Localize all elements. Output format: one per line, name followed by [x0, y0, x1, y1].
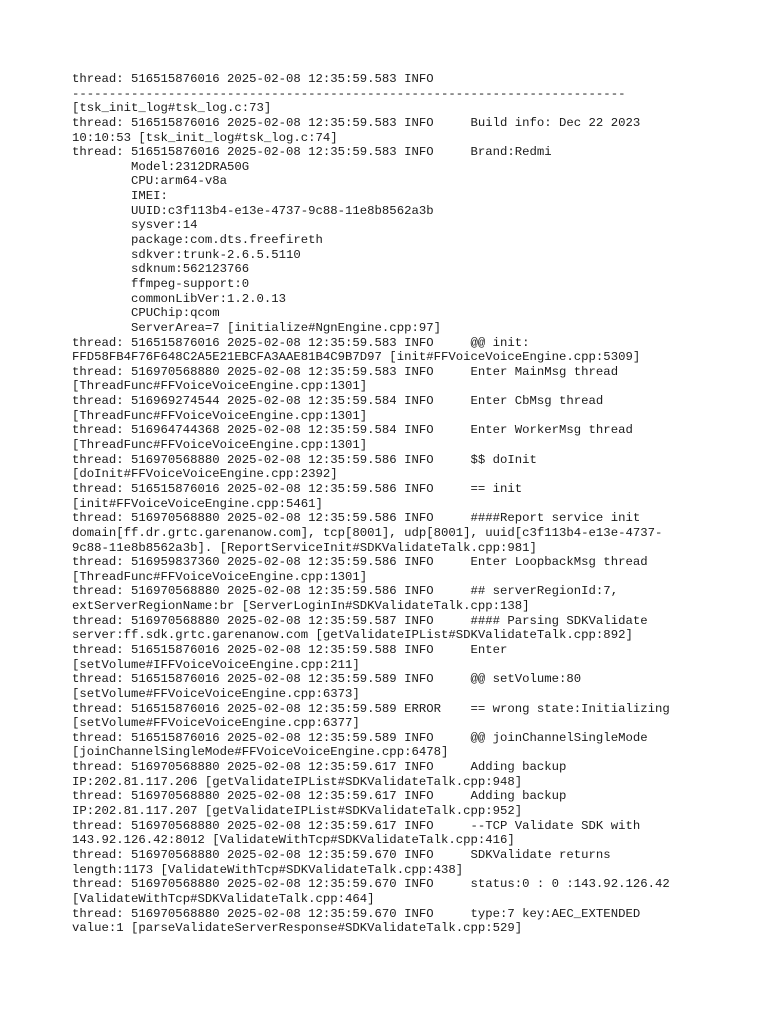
log-line: thread: 516970568880 2025-02-08 12:35:59.586 INFO $$ doInit	[72, 452, 537, 467]
log-line: sysver:14	[72, 218, 198, 233]
log-line: thread: 516970568880 2025-02-08 12:35:59.617 INFO Adding backup	[72, 760, 567, 775]
log-line: thread: 516515876016 2025-02-08 12:35:59.583 INFO Brand:Redmi	[72, 145, 552, 160]
log-line: thread: 516970568880 2025-02-08 12:35:59.617 INFO Adding backup	[72, 789, 567, 804]
log-document	[72, 72, 712, 936]
log-line: [setVolume#FFVoiceVoiceEngine.cpp:6377]	[72, 716, 360, 731]
log-line: thread: 516970568880 2025-02-08 12:35:59.670 INFO type:7 key:AEC_EXTENDED	[72, 906, 641, 921]
log-line: ServerArea=7 [initialize#NgnEngine.cpp:97]	[72, 320, 441, 335]
log-line: thread: 516964744368 2025-02-08 12:35:59.584 INFO Enter WorkerMsg thread	[72, 423, 633, 438]
log-line: sdkver:trunk-2.6.5.5110	[72, 247, 301, 262]
log-line: length:1173 [ValidateWithTcp#SDKValidateTalk.cpp:438]	[72, 862, 464, 877]
log-line: [doInit#FFVoiceVoiceEngine.cpp:2392]	[72, 467, 338, 482]
log-line: [joinChannelSingleMode#FFVoiceVoiceEngine.cpp:6478]	[72, 745, 449, 760]
log-line: CPUChip:qcom	[72, 306, 220, 321]
log-line: IP:202.81.117.206 [getValidateIPList#SDKValidateTalk.cpp:948]	[72, 774, 523, 789]
log-line: thread: 516970568880 2025-02-08 12:35:59.670 INFO SDKValidate returns	[72, 847, 611, 862]
log-line: [ThreadFunc#FFVoiceVoiceEngine.cpp:1301]	[72, 569, 368, 584]
log-line: extServerRegionName:br [ServerLoginIn#SDKValidateTalk.cpp:138]	[72, 599, 530, 614]
log-line: [ValidateWithTcp#SDKValidateTalk.cpp:464]	[72, 891, 375, 906]
log-line: value:1 [parseValidateServerResponse#SDKValidateTalk.cpp:529]	[72, 921, 523, 936]
log-line: package:com.dts.freefireth	[72, 233, 323, 248]
log-line: [tsk_init_log#tsk_log.c:73]	[72, 101, 272, 116]
log-line: thread: 516959837360 2025-02-08 12:35:59.586 INFO Enter LoopbackMsg thread	[72, 555, 648, 570]
log-line: [init#FFVoiceVoiceEngine.cpp:5461]	[72, 496, 323, 511]
log-line: [ThreadFunc#FFVoiceVoiceEngine.cpp:1301]	[72, 408, 368, 423]
log-line: thread: 516970568880 2025-02-08 12:35:59.670 INFO status:0 : 0 :143.92.126.42	[72, 877, 670, 892]
log-line: CPU:arm64-v8a	[72, 174, 227, 189]
log-line: thread: 516969274544 2025-02-08 12:35:59.584 INFO Enter CbMsg thread	[72, 394, 604, 409]
log-line: sdknum:562123766	[72, 262, 250, 277]
log-line: 143.92.126.42:8012 [ValidateWithTcp#SDKValidateTalk.cpp:416]	[72, 833, 515, 848]
log-line: [ThreadFunc#FFVoiceVoiceEngine.cpp:1301]	[72, 379, 368, 394]
log-line: domain[ff.dr.grtc.garenanow.com], tcp[8001], udp[8001], uuid[c3f113b4-e13e-4737-	[72, 525, 663, 540]
log-line: thread: 516515876016 2025-02-08 12:35:59.588 INFO Enter	[72, 642, 508, 657]
log-line: Model:2312DRA50G	[72, 159, 250, 174]
log-line: [setVolume#FFVoiceVoiceEngine.cpp:6373]	[72, 686, 360, 701]
log-line: commonLibVer:1.2.0.13	[72, 291, 287, 306]
log-line: ---------------------------------------------------------------------------	[72, 86, 626, 101]
log-line: FFD58FB4F76F648C2A5E21EBCFA3AAE81B4C9B7D97 [init#FFVoiceVoiceEngine.cpp:5309]	[72, 350, 641, 365]
log-line: ffmpeg-support:0	[72, 276, 250, 291]
log-line: IMEI:	[72, 189, 168, 204]
log-line: thread: 516515876016 2025-02-08 12:35:59.589 INFO @@ joinChannelSingleMode	[72, 730, 648, 745]
log-line: thread: 516515876016 2025-02-08 12:35:59.589 ERROR == wrong state:Initializing	[72, 701, 670, 716]
log-line: thread: 516970568880 2025-02-08 12:35:59.586 INFO ####Report service init	[72, 511, 641, 526]
log-line: thread: 516515876016 2025-02-08 12:35:59.583 INFO Build info: Dec 22 2023	[72, 115, 641, 130]
log-line: IP:202.81.117.207 [getValidateIPList#SDKValidateTalk.cpp:952]	[72, 804, 523, 819]
log-line: [ThreadFunc#FFVoiceVoiceEngine.cpp:1301]	[72, 438, 368, 453]
log-line: thread: 516515876016 2025-02-08 12:35:59.583 INFO @@ init:	[72, 335, 530, 350]
log-line: 9c88-11e8b8562a3b]. [ReportServiceInit#SDKValidateTalk.cpp:981]	[72, 540, 537, 555]
log-line: 10:10:53 [tsk_init_log#tsk_log.c:74]	[72, 130, 338, 145]
log-line: thread: 516970568880 2025-02-08 12:35:59.583 INFO Enter MainMsg thread	[72, 364, 619, 379]
log-line: [setVolume#IFFVoiceVoiceEngine.cpp:211]	[72, 657, 360, 672]
log-line: thread: 516970568880 2025-02-08 12:35:59.587 INFO #### Parsing SDKValidate	[72, 613, 648, 628]
log-line: thread: 516970568880 2025-02-08 12:35:59.617 INFO --TCP Validate SDK with	[72, 818, 641, 833]
log-line: thread: 516515876016 2025-02-08 12:35:59.583 INFO	[72, 72, 434, 86]
log-line: thread: 516515876016 2025-02-08 12:35:59.589 INFO @@ setVolume:80	[72, 672, 582, 687]
log-line: server:ff.sdk.grtc.garenanow.com [getValidateIPList#SDKValidateTalk.cpp:892]	[72, 628, 633, 643]
log-line: thread: 516515876016 2025-02-08 12:35:59.586 INFO == init	[72, 481, 523, 496]
log-line: thread: 516970568880 2025-02-08 12:35:59.586 INFO ## serverRegionId:7,	[72, 584, 619, 599]
log-line: UUID:c3f113b4-e13e-4737-9c88-11e8b8562a3b	[72, 203, 434, 218]
